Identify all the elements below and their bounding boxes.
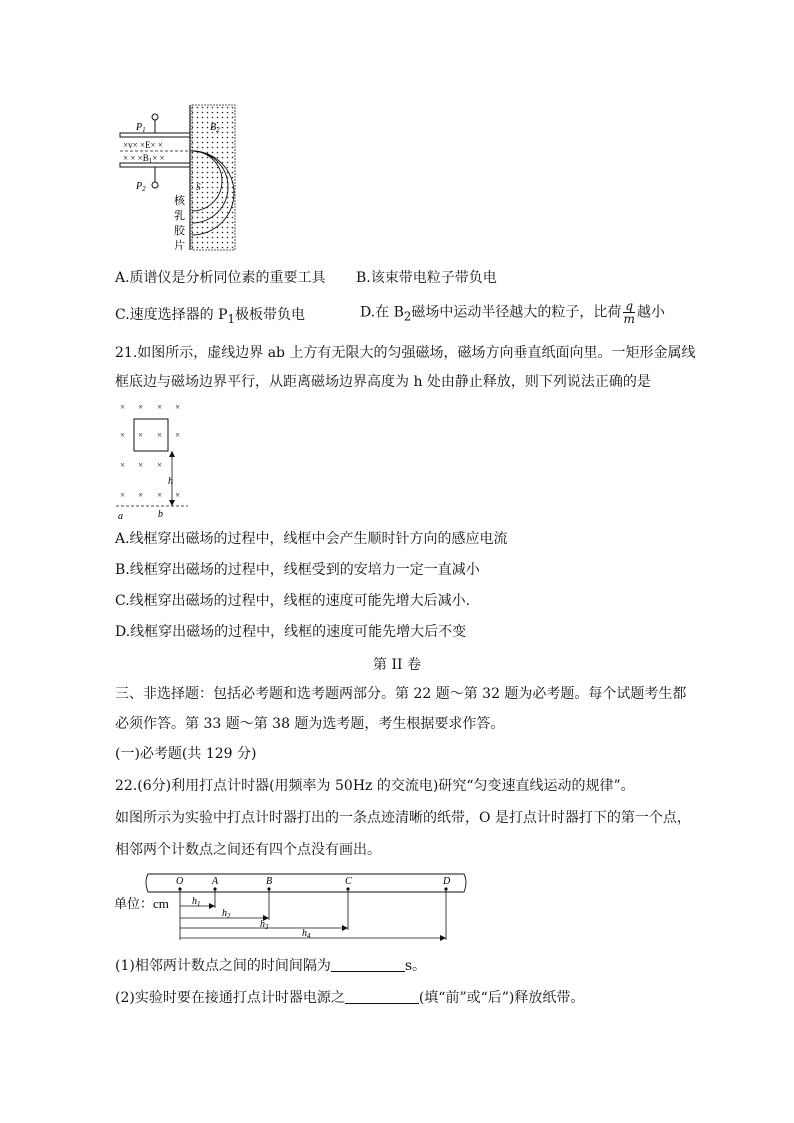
plate-p2: [120, 163, 190, 167]
section-para-1: 三、非选择题：包括必考题和选考题两部分。第 22 题～第 32 题为必考题。每个试题考生都: [115, 686, 687, 702]
svg-text:P2: $P_2$: [136, 181, 146, 193]
label-p2: P: [136, 181, 143, 192]
plate-p1: [120, 133, 190, 137]
label-p1: P: [136, 122, 143, 133]
q22-sub-2: (2)实验时要在接通打点计时器电源之 (填“前”或“后”)释放纸带。: [115, 990, 585, 1006]
film-char-1: 核: [174, 195, 185, 207]
q21-option-b: B.线框穿出磁场的过程中，线框受到的安培力一定一直减小: [115, 562, 480, 578]
svg-text:h3: $h_3$: [260, 919, 269, 931]
svg-text:×: ×: [175, 490, 181, 500]
point-a: A: [212, 876, 219, 887]
svg-text:×: ×: [157, 490, 163, 500]
label-b: b: [158, 509, 163, 520]
q21-option-d: D.线框穿出磁场的过程中，线框的速度可能先增大后不变: [115, 624, 467, 640]
q21-stem-line-1: 21.如图所示，虚线边界 ab 上方有无限大的匀强磁场，磁场方向垂直纸面向里。一矩形金属线: [115, 345, 696, 361]
field-row-1: ×v× ×E× ×: [123, 140, 163, 150]
q20-option-b: B.该束带电粒子带负电: [356, 270, 497, 286]
q22-stem: 22.(6分)利用打点计时器(用频率为 50Hz 的交流电)研究“匀变速直线运动的规律”。: [115, 778, 635, 794]
q20-option-d: D.在 $B_2$磁场中运动半径越大的粒子，比荷 $\frac{q}{m}$ 越小: [360, 299, 666, 326]
q22-desc-line-1: 如图所示为实验中打点计时器打出的一条点迹清晰的纸带，O 是打点计时器打下的第一个点，: [115, 810, 691, 826]
q20-option-c: C.速度选择器的 $P_1$极板带负电: [115, 307, 305, 326]
answer-blank-2[interactable]: [345, 989, 419, 1004]
q22-sub-1: (1)相邻两计数点之间的时间间隔为 s。: [115, 958, 427, 974]
svg-text:×: ×: [138, 402, 144, 412]
svg-text:×: ×: [138, 490, 144, 500]
point-c: C: [345, 876, 352, 887]
svg-text:P1: $P_1$: [136, 122, 146, 134]
svg-text:× × ×B1× ×: × × $\times B_1\times$ ×: [123, 153, 165, 165]
film-char-4: 片: [174, 240, 185, 252]
section-subtitle: (一)必考题(共 129 分): [115, 746, 257, 762]
svg-text:×: ×: [120, 460, 126, 470]
svg-text:×: ×: [175, 430, 181, 440]
svg-text:h4: $h_4$: [302, 928, 311, 940]
answer-blank-1[interactable]: [331, 957, 405, 972]
svg-text:×: ×: [157, 460, 163, 470]
svg-text:B2: $B_2$: [210, 122, 220, 134]
q21-stem-line-2: 框底边与磁场边界平行，从距离磁场边界高度为 h 处由静止释放，则下列说法正确的是: [115, 374, 651, 390]
svg-text:×: ×: [120, 490, 126, 500]
svg-text:×: ×: [157, 430, 163, 440]
q21-option-c: C.线框穿出磁场的过程中，线框的速度可能先增大后减小.: [115, 593, 471, 609]
svg-text:×: ×: [120, 430, 126, 440]
label-b2: B: [210, 122, 217, 133]
label-h2: h: [222, 908, 227, 919]
label-h4: h: [302, 928, 307, 939]
label-s: S: [196, 182, 201, 192]
unit-label: 单位：cm: [114, 896, 169, 911]
film-char-2: 乳: [174, 210, 185, 222]
magnetic-field-figure: [112, 398, 202, 523]
label-h: h: [168, 476, 173, 487]
svg-text:h2: $h_2$: [222, 908, 231, 920]
svg-text:×: ×: [157, 402, 163, 412]
svg-text:h1: $h_1$: [192, 896, 201, 908]
section-para-2: 必须作答。第 33 题～第 38 题为选考题，考生根据要求作答。: [115, 716, 505, 732]
point-d: D: [443, 876, 451, 887]
point-b: B: [266, 876, 273, 887]
point-o: O: [176, 876, 184, 887]
label-a: a: [118, 511, 123, 522]
film-char-3: 胶: [174, 225, 185, 237]
svg-text:×: ×: [138, 460, 144, 470]
label-h1: h: [192, 896, 197, 907]
label-h3: h: [260, 919, 265, 930]
field-row-2: × × ×B: [123, 153, 149, 163]
q22-desc-line-2: 相邻两个计数点之间还有四个点没有画出。: [115, 842, 381, 858]
svg-text:×: ×: [138, 430, 144, 440]
q21-option-a: A.线框穿出磁场的过程中，线框中会产生顺时针方向的感应电流: [115, 531, 508, 547]
paper-tape-figure: [112, 868, 472, 946]
svg-text:×: ×: [175, 402, 181, 412]
mass-spectrometer-figure: [110, 100, 250, 260]
svg-text:×: ×: [120, 402, 126, 412]
q20-option-a: A.质谱仪是分析同位素的重要工具: [115, 270, 326, 286]
section-title: 第 II 卷: [373, 657, 421, 673]
